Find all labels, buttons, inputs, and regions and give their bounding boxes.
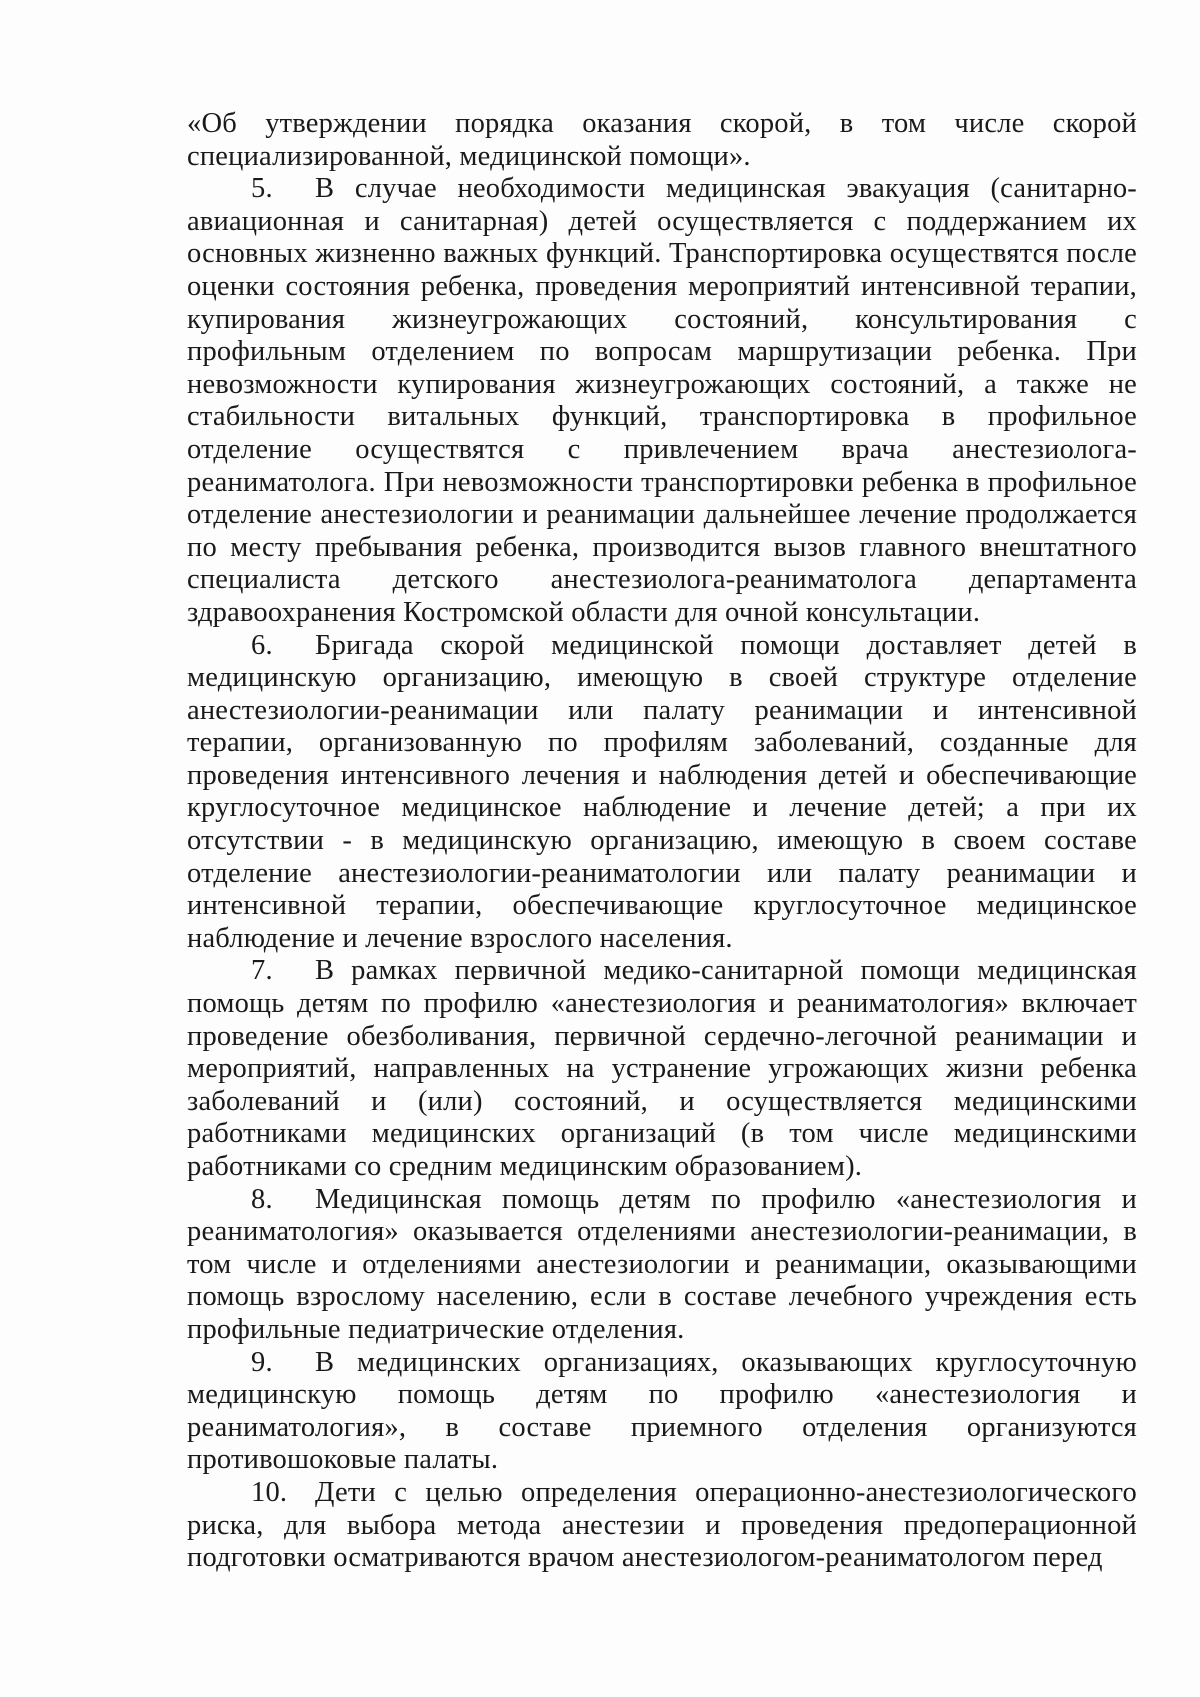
paragraph-number: 5. bbox=[251, 173, 273, 205]
paragraph-8 bbox=[187, 1184, 1137, 1347]
paragraph-text: Бригада скорой медицинской помощи доставляет детей в медицинскую организацию, имеющую в своей структуре отделение анестезиологии-реанимации или палату реанимации и интенсивной терапии, организованную по профилям заболеваний, созданные для проведения интенсивного лечения и наблюдения детей и обеспечивающие круглосуточное медицинское наблюдение и лечение детей; а при их отсутствии - в медицинскую организацию, имеющую в своем составе отделение анестезиологии-реаниматологии или палату реанимации и интенсивной терапии, обеспечивающие круглосуточное медицинское наблюдение и лечение взрослого населения. bbox=[187, 629, 1137, 954]
paragraph-text: Медицинская помощь детям по профилю «анестезиология и реаниматология» оказывается отделениями анестезиологии-реанимации, в том числе и отделениями анестезиологии и реанимации, оказывающими помощь взрослому населению, если в составе лечебного учреждения есть профильные педиатрические отделения. bbox=[187, 1183, 1137, 1345]
paragraph-9 bbox=[187, 1347, 1137, 1477]
paragraph-10 bbox=[187, 1477, 1137, 1575]
document-body bbox=[187, 108, 1137, 1575]
paragraph-number: 8. bbox=[251, 1183, 273, 1215]
paragraph-text: В случае необходимости медицинская эвакуация (санитарно-авиационная и санитарная) детей осуществляется с поддержанием их основных жизненно важных функций. Транспортировка осуществятся после оценки состояния ребенка, проведения мероприятий интенсивной терапии, купирования жизнеугрожающих состояний, консультирования с профильным отделением по вопросам маршрутизации ребенка. При невозможности купирования жизнеугрожающих состояний, а также не стабильности витальных функций, транспортировка в профильное отделение осуществятся с привлечением врача анестезиолога-реаниматолога. При невозможности транспортировки ребенка в профильное отделение анестезиологии и реанимации дальнейшее лечение продолжается по месту пребывания ребенка, производится вызов главного внештатного специалиста детского анестезиолога-реаниматолога департамента здравоохранения Костромской области для очной консультации. bbox=[187, 173, 1137, 628]
paragraph-number: 9. bbox=[251, 1346, 273, 1378]
paragraph-number: 10. bbox=[251, 1476, 288, 1508]
paragraph-number: 7. bbox=[251, 955, 273, 987]
paragraph-7 bbox=[187, 955, 1137, 1183]
paragraph-text: «Об утверждении порядка оказания скорой, в том числе скорой специализированной, медицинской помощи». bbox=[187, 108, 1137, 172]
paragraph-text: В медицинских организациях, оказывающих круглосуточную медицинскую помощь детям по профилю «анестезиология и реаниматология», в составе приемного отделения организуются противошоковые палаты. bbox=[187, 1346, 1137, 1476]
paragraph-text: Дети с целью определения операционно-анестезиологического риска, для выбора метода анестезии и проведения предоперационной подготовки осматриваются врачом анестезиологом-реаниматологом перед bbox=[187, 1476, 1137, 1574]
paragraph-continuation bbox=[187, 108, 1137, 173]
paragraph-text: В рамках первичной медико-санитарной помощи медицинская помощь детям по профилю «анестезиология и реаниматология» включает проведение обезболивания, первичной сердечно-легочной реанимации и мероприятий, направленных на устранение угрожающих жизни ребенка заболеваний и (или) состояний, и осуществляется медицинскими работниками медицинских организаций (в том числе медицинскими работниками со средним медицинским образованием). bbox=[187, 955, 1137, 1182]
paragraph-number: 6. bbox=[251, 629, 273, 661]
paragraph-5 bbox=[187, 173, 1137, 629]
paragraph-6 bbox=[187, 630, 1137, 956]
